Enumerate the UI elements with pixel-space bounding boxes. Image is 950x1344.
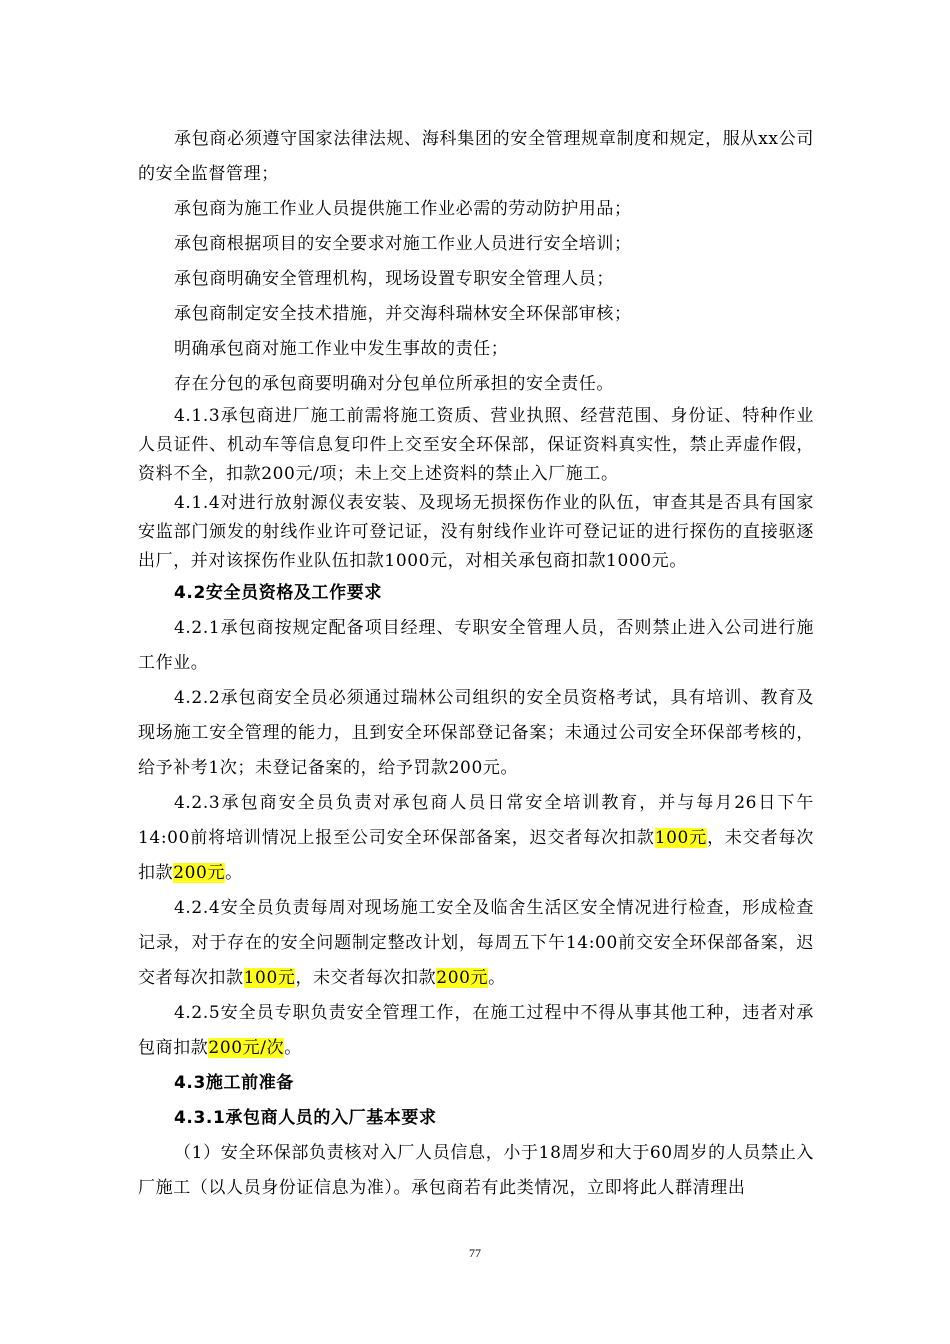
text-run: 4.2.4安全员负责每周对现场施工安全及临舍生活区安全情况进行检查，形成检查记录，对于存在的安全问题制定整改计划，每周五下午14:00前交安全环保部备案，迟交者每次扣款 (138, 898, 814, 988)
paragraph (138, 786, 814, 891)
paragraph: 承包商必须遵守国家法律法规、海科集团的安全管理规章制度和规定，服从xx公司的安全监督管理； (138, 129, 814, 184)
paragraph (138, 996, 814, 1066)
text-run: ，未交者每次扣款 (295, 968, 437, 988)
text-run: 4.2.3承包商安全员负责对承包商人员日常安全培训教育，并与每月26日下午14:00前将培训情况上报至公司安全环保部备案，迟交者每次扣款 (138, 793, 814, 848)
highlighted-amount: 100元 (654, 828, 708, 848)
paragraph: 承包商根据项目的安全要求对施工作业人员进行安全培训； (174, 234, 632, 254)
text-run: ，未交者每次扣款 (138, 828, 814, 883)
section-heading: 4.3施工前准备 (174, 1073, 294, 1093)
paragraph: 承包商明确安全管理机构，现场设置专职安全管理人员； (174, 269, 614, 289)
text-run: 4.2.5安全员专职负责安全管理工作，在施工过程中不得从事其他工种，违者对承包商扣款 (138, 1003, 814, 1058)
paragraph: 存在分包的承包商要明确对分包单位所承担的安全责任。 (174, 374, 614, 394)
text-run: 。 (284, 1038, 302, 1058)
subsection-heading: 4.3.1承包商人员的入厂基本要求 (174, 1108, 437, 1128)
highlighted-amount: 100元 (243, 968, 296, 988)
highlighted-amount: 200元/次 (208, 1038, 285, 1058)
paragraph: 承包商制定安全技术措施，并交海科瑞林安全环保部审核； (174, 304, 632, 324)
paragraph: 明确承包商对施工作业中发生事故的责任； (174, 339, 509, 359)
paragraph: 4.1.4对进行放射源仪表安装、及现场无损探伤作业的队伍，审查其是否具有国家安监部门颁发的射线作业许可登记证，没有射线作业许可登记证的进行探伤的直接驱逐出厂，并对该探伤作业队伍扣款1000元，对相关承包商扣款1000元。 (138, 493, 814, 571)
text-run: 。 (488, 968, 506, 988)
paragraph (138, 891, 814, 996)
paragraph: 4.2.2承包商安全员必须通过瑞林公司组织的安全员资格考试，具有培训、教育及现场施工安全管理的能力，且到安全环保部登记备案；未通过公司安全环保部考核的，给予补考1次；未登记备案的，给予罚款200元。 (138, 688, 814, 778)
paragraph: （1）安全环保部负责核对入厂人员信息，小于18周岁和大于60周岁的人员禁止入厂施工（以人员身份证信息为准）。承包商若有此类情况，立即将此人群清理出 (138, 1143, 814, 1198)
paragraph: 承包商为施工作业人员提供施工作业必需的劳动防护用品； (174, 199, 632, 219)
highlighted-amount: 200元 (173, 863, 226, 883)
document-body (138, 122, 814, 1206)
highlighted-amount: 200元 (436, 968, 489, 988)
paragraph: 4.1.3承包商进厂施工前需将施工资质、营业执照、经营范围、身份证、特种作业人员证件、机动车等信息复印件上交至安全环保部，保证资料真实性，禁止弄虚作假，资料不全，扣款200元/项；未上交上述资料的禁止入厂施工。 (138, 406, 814, 484)
paragraph: 4.2.1承包商按规定配备项目经理、专职安全管理人员，否则禁止进入公司进行施工作业。 (138, 618, 814, 673)
section-heading: 4.2安全员资格及工作要求 (174, 583, 382, 603)
page-number: 77 (469, 1246, 481, 1260)
text-run: 。 (225, 863, 243, 883)
